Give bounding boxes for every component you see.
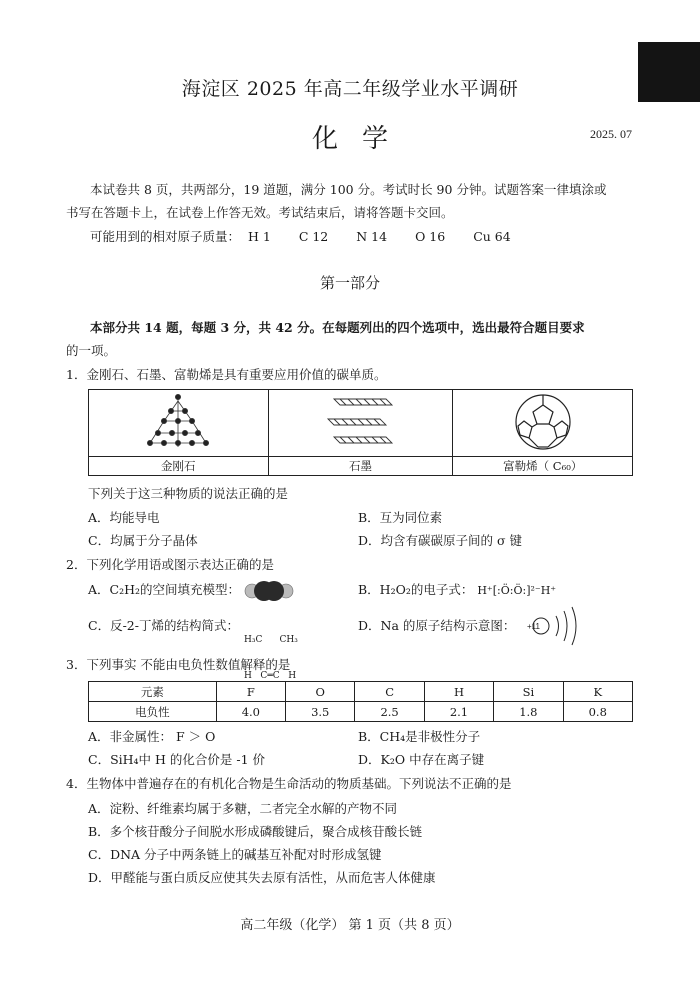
diamond-image: [89, 390, 269, 457]
fullerene-label: 富勒烯（ C₆₀）: [453, 457, 633, 476]
value-label: 电负性: [89, 702, 217, 722]
q2-option-a: A．C₂H₂的空间填充模型：: [88, 582, 241, 597]
value-si: 1.8: [494, 702, 563, 722]
electronegativity-header-row: [89, 682, 633, 702]
part-one-instructions-2: 的一项。: [66, 343, 117, 358]
q3-option-c: C．SiH₄中 H 的化合价是 -1 价: [88, 752, 266, 767]
header-element: 元素: [89, 682, 217, 702]
mass-c: C 12: [298, 229, 329, 244]
part-one-instructions-1: 本部分共 14 题，每题 3 分，共 42 分。在每题列出的四个选项中，选出最符合题目要求: [90, 320, 585, 335]
mass-cu: Cu 64: [473, 229, 511, 244]
page-footer: 高二年级（化学） 第 1 页（共 8 页）: [240, 918, 460, 933]
graphite-label: 石墨: [268, 457, 453, 476]
value-f: 4.0: [216, 702, 285, 722]
q4-option-a: A．淀粉、纤维素均属于多糖，二者完全水解的产物不同: [88, 801, 398, 816]
part-one-heading: 第一部分: [319, 274, 380, 292]
value-c: 2.5: [355, 702, 424, 722]
value-h: 2.1: [424, 702, 493, 722]
na-atomic-structure-icon: [524, 606, 584, 646]
graphite-image: [268, 390, 453, 457]
diamond-label: 金刚石: [89, 457, 269, 476]
intro-line-2: 书写在答题卡上，在试卷上作答无效。考试结束后，请将答题卡交回。: [66, 205, 454, 220]
fullerene-image: [453, 390, 633, 457]
header-h: H: [424, 682, 493, 702]
butene-structure-bottom: H C═C H: [244, 671, 297, 681]
header-f: F: [216, 682, 285, 702]
q3-option-b: B．CH₄是非极性分子: [358, 729, 481, 744]
value-k: 0.8: [563, 702, 632, 722]
q3-option-d: D．K₂O 中存在离子键: [358, 752, 485, 767]
q1-option-a: A．均能导电: [88, 510, 160, 525]
q4-option-c: C．DNA 分子中两条链上的碱基互补配对时形成氢键: [88, 847, 382, 862]
q4-option-b: B．多个核苷酸分子间脱水形成磷酸键后，聚合成核苷酸长链: [88, 824, 423, 839]
mass-n: N 14: [356, 229, 388, 244]
q1-question: 下列关于这三种物质的说法正确的是: [88, 486, 289, 501]
q2-option-b-label: B．H₂O₂的电子式：: [358, 582, 474, 597]
value-o: 3.5: [286, 702, 355, 722]
q2-option-b: [358, 580, 556, 601]
q3-option-a: A．非金属性： F ＞ O: [88, 729, 216, 744]
butene-structure-top: H₃C CH₃: [244, 635, 298, 645]
q2-option-c: C．反-2-丁烯的结构简式：: [88, 618, 239, 633]
q1-figure-table: [88, 389, 633, 476]
graphite-structure-icon: [320, 391, 400, 453]
diamond-structure-icon: [138, 391, 218, 453]
mass-h: H 1: [248, 229, 271, 244]
h2o2-electron-formula: H⁺[:Ö:Ö:]²⁻H⁺: [477, 584, 557, 597]
header-c: C: [355, 682, 424, 702]
atomic-masses: [66, 225, 636, 248]
q4-stem: 4．生物体中普遍存在的有机化合物是生命活动的物质基础。下列说法不正确的是: [66, 776, 512, 791]
fullerene-structure-icon: [508, 391, 578, 453]
q1-option-c: C．均属于分子晶体: [88, 533, 198, 548]
header-o: O: [286, 682, 355, 702]
subject-title: 化学: [311, 124, 412, 154]
q4-option-d: D．甲醛能与蛋白质反应使其失去原有活性，从而危害人体健康: [88, 870, 436, 885]
header-si: Si: [494, 682, 563, 702]
q1-option-d: D．均含有碳碳原子间的 σ 键: [358, 533, 523, 548]
q2-stem: 2．下列化学用语或图示表达正确的是: [66, 557, 274, 572]
c2h2-space-filling-model-icon: [242, 579, 296, 603]
mass-o: O 16: [415, 229, 446, 244]
q1-option-b: B．互为同位素: [358, 510, 443, 525]
q2-option-d: D．Na 的原子结构示意图：: [358, 618, 516, 633]
exam-date: 2025. 07: [590, 127, 632, 141]
exam-title: 海淀区 2025 年高二年级学业水平调研: [181, 78, 519, 100]
q3-stem: 3．下列事实 不能由电负性数值解释的是: [66, 657, 291, 672]
electronegativity-table: [88, 681, 633, 722]
electronegativity-value-row: [89, 702, 633, 722]
atomic-masses-label: 可能用到的相对原子质量：: [90, 229, 241, 244]
na-nucleus-charge: +11: [527, 622, 540, 631]
q1-stem: 1．金刚石、石墨、富勒烯是具有重要应用价值的碳单质。: [66, 367, 387, 382]
intro-line-1: 本试卷共 8 页，共两部分，19 道题，满分 100 分。考试时长 90 分钟。试题答案一律填涂或: [90, 182, 607, 197]
header-k: K: [563, 682, 632, 702]
